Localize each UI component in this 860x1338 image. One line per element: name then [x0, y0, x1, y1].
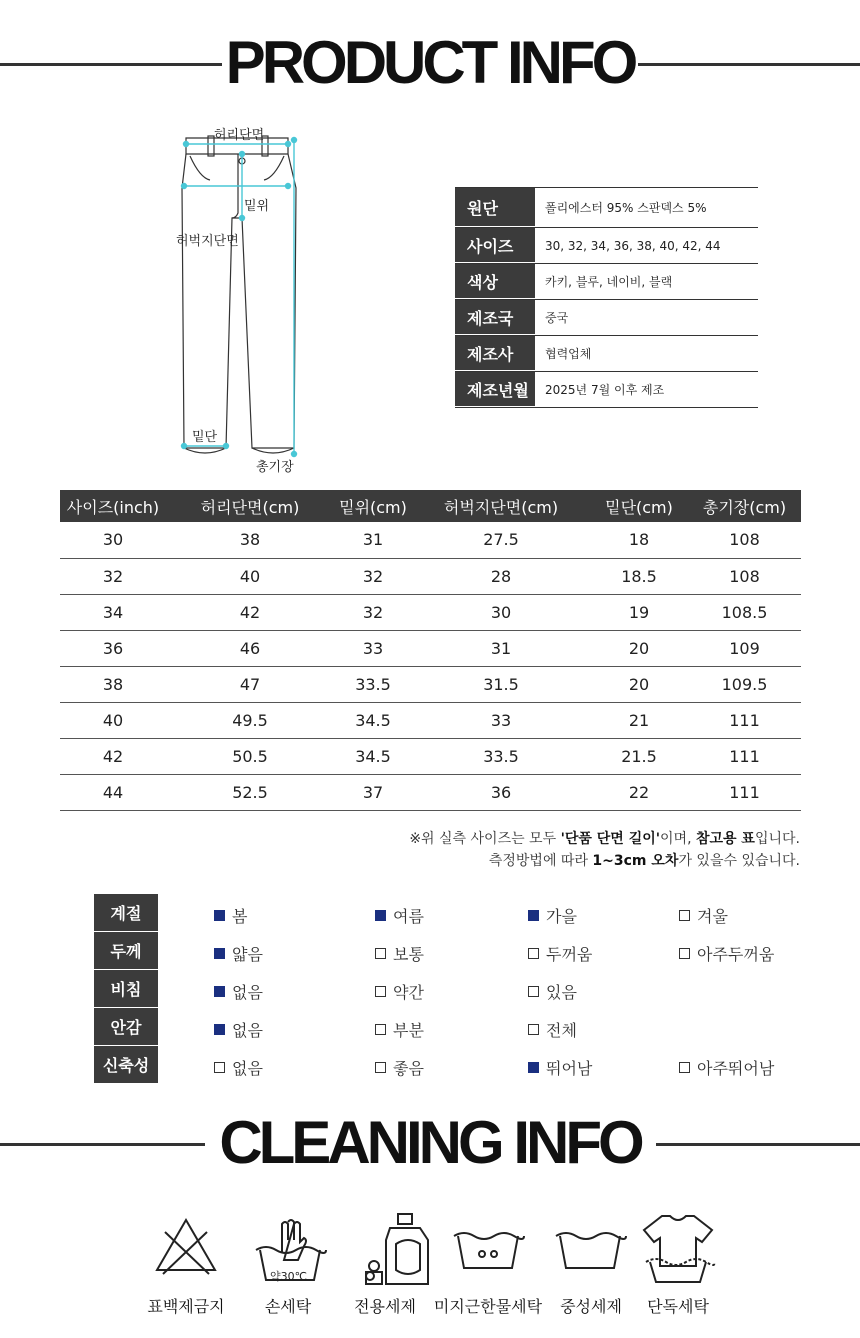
attribute-option — [528, 1018, 577, 1041]
table-cell: 36 — [60, 630, 166, 666]
unchecked-box-icon — [375, 986, 386, 997]
size-table — [60, 490, 801, 811]
attribute-option — [214, 942, 263, 965]
attribute-option-label: 뛰어남 — [546, 1059, 593, 1078]
note-emphasis: '단품 단면 길이' — [560, 831, 661, 847]
attribute-option — [214, 1056, 263, 1079]
info-value: 중국 — [545, 311, 569, 325]
size-table-header — [60, 490, 801, 522]
unchecked-box-icon — [679, 1062, 690, 1073]
care-label-separate: 단독세탁 — [647, 1297, 709, 1316]
info-row-size — [455, 228, 758, 264]
table-cell: 28 — [412, 558, 590, 594]
checked-box-icon — [214, 948, 225, 959]
table-cell: 22 — [590, 774, 688, 810]
table-cell: 20 — [590, 666, 688, 702]
attribute-row — [94, 1008, 814, 1046]
care-label-lukewarm: 미지근한물세탁 — [433, 1297, 543, 1316]
attribute-option-label: 있음 — [546, 983, 577, 1002]
info-key: 색상 — [455, 264, 535, 299]
table-cell: 42 — [60, 738, 166, 774]
attribute-option-label: 전체 — [546, 1021, 577, 1040]
product-info-table — [455, 187, 758, 408]
table-cell: 32 — [334, 594, 412, 630]
attribute-option — [214, 904, 247, 927]
table-cell: 46 — [166, 630, 334, 666]
attribute-option — [375, 1018, 424, 1041]
attribute-option-label: 봄 — [232, 907, 248, 926]
label-rise: 밑위 — [244, 199, 270, 214]
table-row — [60, 558, 801, 594]
checked-box-icon — [528, 1062, 539, 1073]
attribute-option-label: 두꺼움 — [546, 945, 593, 964]
attribute-option — [679, 1056, 774, 1079]
attribute-option-label: 아주두꺼움 — [697, 945, 775, 964]
info-key: 제조년월 — [455, 372, 535, 407]
table-cell: 33.5 — [334, 666, 412, 702]
table-cell: 30 — [60, 522, 166, 558]
table-cell: 33.5 — [412, 738, 590, 774]
table-cell: 21 — [590, 702, 688, 738]
table-cell: 31.5 — [412, 666, 590, 702]
care-label-no-bleach: 표백제금지 — [147, 1297, 225, 1316]
table-row — [60, 702, 801, 738]
checked-box-icon — [214, 910, 225, 921]
table-cell: 44 — [60, 774, 166, 810]
table-cell: 18.5 — [590, 558, 688, 594]
unchecked-box-icon — [528, 986, 539, 997]
label-waist: 허리단면 — [214, 128, 265, 143]
unchecked-box-icon — [528, 948, 539, 959]
attribute-option-label: 보통 — [393, 945, 424, 964]
hand-wash-temp: 약30℃ — [270, 1270, 307, 1283]
separate-wash-icon — [618, 1210, 738, 1286]
note-text: ※위 실측 사이즈는 모두 — [409, 831, 561, 847]
table-row — [60, 594, 801, 630]
attribute-row — [94, 970, 814, 1008]
unchecked-box-icon — [679, 948, 690, 959]
table-cell: 34.5 — [334, 738, 412, 774]
table-cell: 40 — [166, 558, 334, 594]
note-line-1 — [409, 828, 800, 850]
label-hem: 밑단 — [192, 430, 218, 445]
attribute-option-label: 없음 — [232, 1021, 263, 1040]
info-row-country — [455, 300, 758, 336]
attribute-option-label: 얇음 — [232, 945, 263, 964]
table-cell: 20 — [590, 630, 688, 666]
header-cell: 밑위(cm) — [334, 490, 412, 522]
note-text: 이며, — [660, 831, 696, 847]
product-info-header — [0, 28, 860, 98]
attribute-option-label: 없음 — [232, 1059, 263, 1078]
unchecked-box-icon — [375, 948, 386, 959]
table-cell: 49.5 — [166, 702, 334, 738]
table-cell: 31 — [334, 522, 412, 558]
attribute-option-label: 부분 — [393, 1021, 424, 1040]
attribute-option-label: 가을 — [546, 907, 577, 926]
info-row-maker — [455, 336, 758, 372]
table-cell: 111 — [688, 774, 801, 810]
table-row — [60, 774, 801, 810]
attribute-option — [679, 904, 728, 927]
header-cell: 밑단(cm) — [590, 490, 688, 522]
table-cell: 33 — [334, 630, 412, 666]
pants-illustration — [160, 118, 320, 478]
cleaning-info-header — [0, 1108, 860, 1178]
attribute-option — [375, 1056, 424, 1079]
attribute-row — [94, 894, 814, 932]
table-cell: 108 — [688, 558, 801, 594]
unchecked-box-icon — [375, 1024, 386, 1035]
info-key: 원단 — [455, 188, 535, 227]
care-label-hand-wash: 손세탁 — [264, 1297, 312, 1316]
attribute-row — [94, 1046, 814, 1084]
unchecked-box-icon — [528, 1024, 539, 1035]
label-thigh: 허벅지단면 — [176, 234, 239, 249]
checked-box-icon — [214, 1024, 225, 1035]
attribute-row — [94, 932, 814, 970]
table-cell: 42 — [166, 594, 334, 630]
header-cell: 사이즈(inch) — [60, 490, 166, 522]
size-table-body — [60, 522, 801, 810]
table-cell: 34.5 — [334, 702, 412, 738]
table-cell: 32 — [334, 558, 412, 594]
table-cell: 109.5 — [688, 666, 801, 702]
checked-box-icon — [375, 910, 386, 921]
table-cell: 108 — [688, 522, 801, 558]
care-label-neutral: 중성세제 — [560, 1297, 622, 1316]
table-cell: 32 — [60, 558, 166, 594]
info-row-color — [455, 264, 758, 300]
note-text: 측정방법에 따라 — [488, 853, 593, 869]
note-line-2 — [409, 850, 800, 872]
info-value: 협력업체 — [545, 347, 592, 361]
attribute-option — [214, 1018, 263, 1041]
attribute-option-label: 좋음 — [393, 1059, 424, 1078]
info-key: 제조국 — [455, 300, 535, 335]
note-emphasis: 참고용 표 — [695, 831, 755, 847]
table-row — [60, 630, 801, 666]
info-key: 사이즈 — [455, 228, 535, 263]
table-cell: 31 — [412, 630, 590, 666]
header-cell: 총기장(cm) — [688, 490, 801, 522]
attribute-key: 신축성 — [94, 1046, 158, 1084]
table-row — [60, 522, 801, 558]
table-cell: 111 — [688, 738, 801, 774]
attribute-grid — [94, 894, 814, 1084]
care-label-detergent: 전용세제 — [354, 1297, 416, 1316]
note-text: 입니다. — [754, 831, 800, 847]
table-cell: 36 — [412, 774, 590, 810]
cleaning-info-title: CLEANING INFO — [219, 1109, 641, 1176]
table-cell: 47 — [166, 666, 334, 702]
header-cell: 허리단면(cm) — [166, 490, 334, 522]
attribute-option — [375, 904, 424, 927]
attribute-key: 계절 — [94, 894, 158, 932]
table-cell: 19 — [590, 594, 688, 630]
info-value: 30, 32, 34, 36, 38, 40, 42, 44 — [545, 238, 721, 253]
info-value: 2025년 7월 이후 제조 — [545, 383, 665, 397]
hand-wash-icon — [230, 1210, 350, 1285]
checked-box-icon — [528, 910, 539, 921]
attribute-option — [375, 980, 424, 1003]
unchecked-box-icon — [375, 1062, 386, 1073]
attribute-option — [528, 980, 577, 1003]
table-cell: 108.5 — [688, 594, 801, 630]
table-cell: 50.5 — [166, 738, 334, 774]
attribute-option-label: 약간 — [393, 983, 424, 1002]
product-info-title: PRODUCT INFO — [225, 29, 635, 96]
attribute-option — [679, 942, 774, 965]
info-value: 카키, 블루, 네이비, 블랙 — [545, 275, 673, 289]
attribute-option — [528, 942, 592, 965]
table-cell: 21.5 — [590, 738, 688, 774]
pants-diagram — [160, 118, 320, 478]
note-emphasis: 1~3cm 오차 — [592, 853, 679, 869]
info-key: 제조사 — [455, 336, 535, 371]
attribute-key: 비침 — [94, 970, 158, 1008]
attribute-option — [375, 942, 424, 965]
attribute-option — [528, 904, 577, 927]
table-cell: 52.5 — [166, 774, 334, 810]
attribute-key: 두께 — [94, 932, 158, 970]
unchecked-box-icon — [214, 1062, 225, 1073]
attribute-option — [214, 980, 263, 1003]
attribute-key: 안감 — [94, 1008, 158, 1046]
table-cell: 40 — [60, 702, 166, 738]
checked-box-icon — [214, 986, 225, 997]
info-value: 폴리에스터 95% 스판덱스 5% — [545, 201, 707, 215]
attribute-option — [528, 1056, 592, 1079]
table-cell: 34 — [60, 594, 166, 630]
table-cell: 18 — [590, 522, 688, 558]
table-cell: 109 — [688, 630, 801, 666]
table-row — [60, 666, 801, 702]
table-cell: 27.5 — [412, 522, 590, 558]
info-row-fabric — [455, 187, 758, 228]
table-cell: 33 — [412, 702, 590, 738]
attribute-option-label: 겨울 — [697, 907, 728, 926]
measurement-note — [409, 828, 800, 872]
label-length: 총기장 — [256, 460, 294, 475]
table-cell: 30 — [412, 594, 590, 630]
info-row-date — [455, 372, 758, 408]
table-cell: 111 — [688, 702, 801, 738]
note-text: 가 있을수 있습니다. — [678, 853, 800, 869]
table-cell: 38 — [166, 522, 334, 558]
table-row — [60, 738, 801, 774]
unchecked-box-icon — [679, 910, 690, 921]
header-cell: 허벅지단면(cm) — [412, 490, 590, 522]
attribute-option-label: 여름 — [393, 907, 424, 926]
attribute-option-label: 아주뛰어남 — [697, 1059, 775, 1078]
no-bleach-icon — [126, 1210, 246, 1280]
attribute-option-label: 없음 — [232, 983, 263, 1002]
table-cell: 37 — [334, 774, 412, 810]
table-cell: 38 — [60, 666, 166, 702]
